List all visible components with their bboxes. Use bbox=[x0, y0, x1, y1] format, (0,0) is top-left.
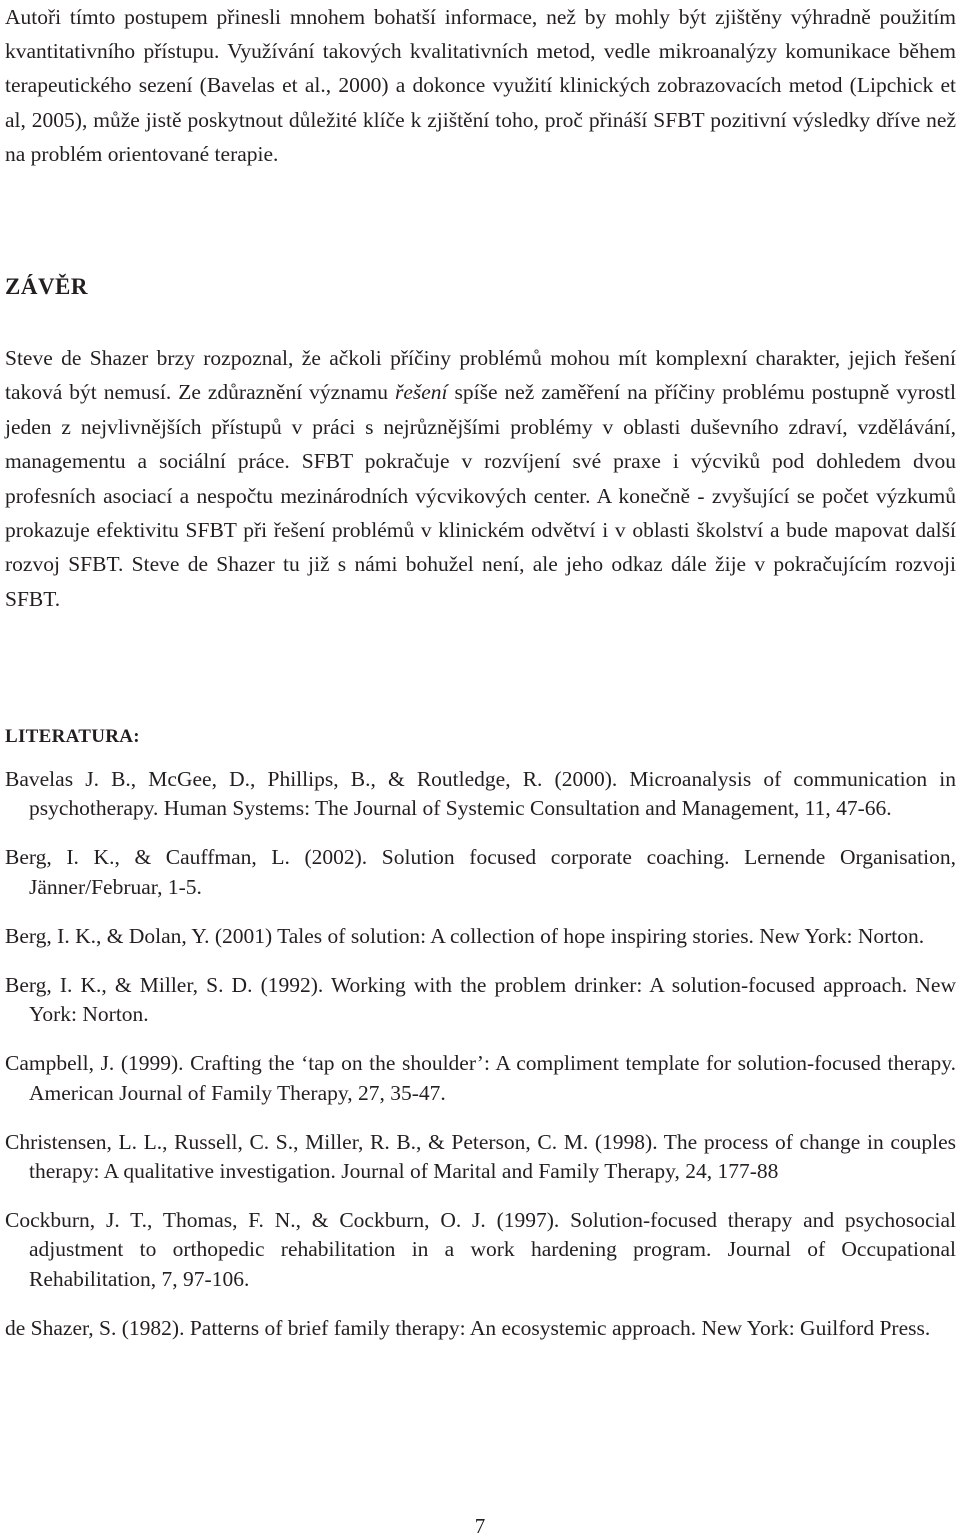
page-number: 7 bbox=[474, 1514, 486, 1538]
conclusion-heading: ZÁVĚR bbox=[5, 274, 89, 299]
literature-heading: LITERATURA: bbox=[5, 726, 140, 747]
reference-list bbox=[5, 765, 956, 1363]
reference-item: Berg, I. K., & Cauffman, L. (2002). Solution focused corporate coaching. Lernende Organisation, Jänner/Februar, 1-5. bbox=[5, 845, 956, 899]
reference-item: Christensen, L. L., Russell, C. S., Miller, R. B., & Peterson, C. M. (1998). The process of change in couples therapy: A qualitative investigation. Journal of Marital and Family Therapy, 24, 177-88 bbox=[5, 1129, 956, 1184]
reference-item: Berg, I. K., & Dolan, Y. (2001) Tales of solution: A collection of hope inspiring stories. New York: Norton. bbox=[5, 923, 925, 948]
conclusion-emphasis: řešení bbox=[394, 380, 448, 405]
reference-item: de Shazer, S. (1982). Patterns of brief family therapy: An ecosystemic approach. New York: Guilford Press. bbox=[5, 1315, 931, 1340]
reference-item: Campbell, J. (1999). Crafting the ‘tap on the shoulder’: A compliment template for solution-focused therapy. American Journal of Family Therapy, 27, 35-47. bbox=[5, 1051, 956, 1105]
reference-item: Cockburn, J. T., Thomas, F. N., & Cockburn, O. J. (1997). Solution-focused therapy and psychosocial adjustment to orthopedic rehabilitation in a work hardening program. Journal of Occupational Rehabilitation, 7, 97-106. bbox=[5, 1208, 956, 1291]
conclusion-paragraph bbox=[5, 341, 956, 616]
conclusion-text-part-2: spíše než zaměření na příčiny problému postupně vyrostl jeden z nejvlivnějších přístupů v práci s nejrůznějšími problémy v oblasti duševního zdraví, vzdělávání, managementu a sociální práce. SFBT pokračuje v rozvíjení své praxe i výcviků pod dohledem dvou profesních asociací a nespočtu mezinárodních výcvikových center. A konečně - zvyšující se počet výzkumů prokazuje efektivitu SFBT při řešení problémů v klinickém odvětví i v oblasti školství a bude mapovat další rozvoj SFBT. Steve de Shazer tu již s námi bohužel není, ale jeho odkaz dále žije v pokračujícím rozvoji SFBT. bbox=[5, 380, 956, 611]
conclusion-text-part-1: Steve de Shazer brzy rozpoznal, že ačkoli příčiny problémů mohou mít komplexní charakter, jejich řešení taková být nemusí. Ze zdůraznění významu bbox=[5, 346, 956, 405]
intro-paragraph: Autoři tímto postupem přinesli mnohem bohatší informace, než by mohly být zjištěny výhradně použitím kvantitativního přístupu. Využívání takových kvalitativních metod, vedle mikroanalýzy komunikace během terapeutického sezení (Bavelas et al., 2000) a dokonce využití klinických zobrazovacích metod (Lipchick et al, 2005), může jistě poskytnout důležité klíče k zjištění toho, proč přináší SFBT pozitivní výsledky dříve než na problém orientované terapie. bbox=[5, 5, 956, 166]
reference-item: Berg, I. K., & Miller, S. D. (1992). Working with the problem drinker: A solution-focused approach. New York: Norton. bbox=[5, 973, 956, 1027]
reference-item: Bavelas J. B., McGee, D., Phillips, B., & Routledge, R. (2000). Microanalysis of communication in psychotherapy. Human Systems: The Journal of Systemic Consultation and Management, 11, 47-66. bbox=[5, 767, 956, 821]
